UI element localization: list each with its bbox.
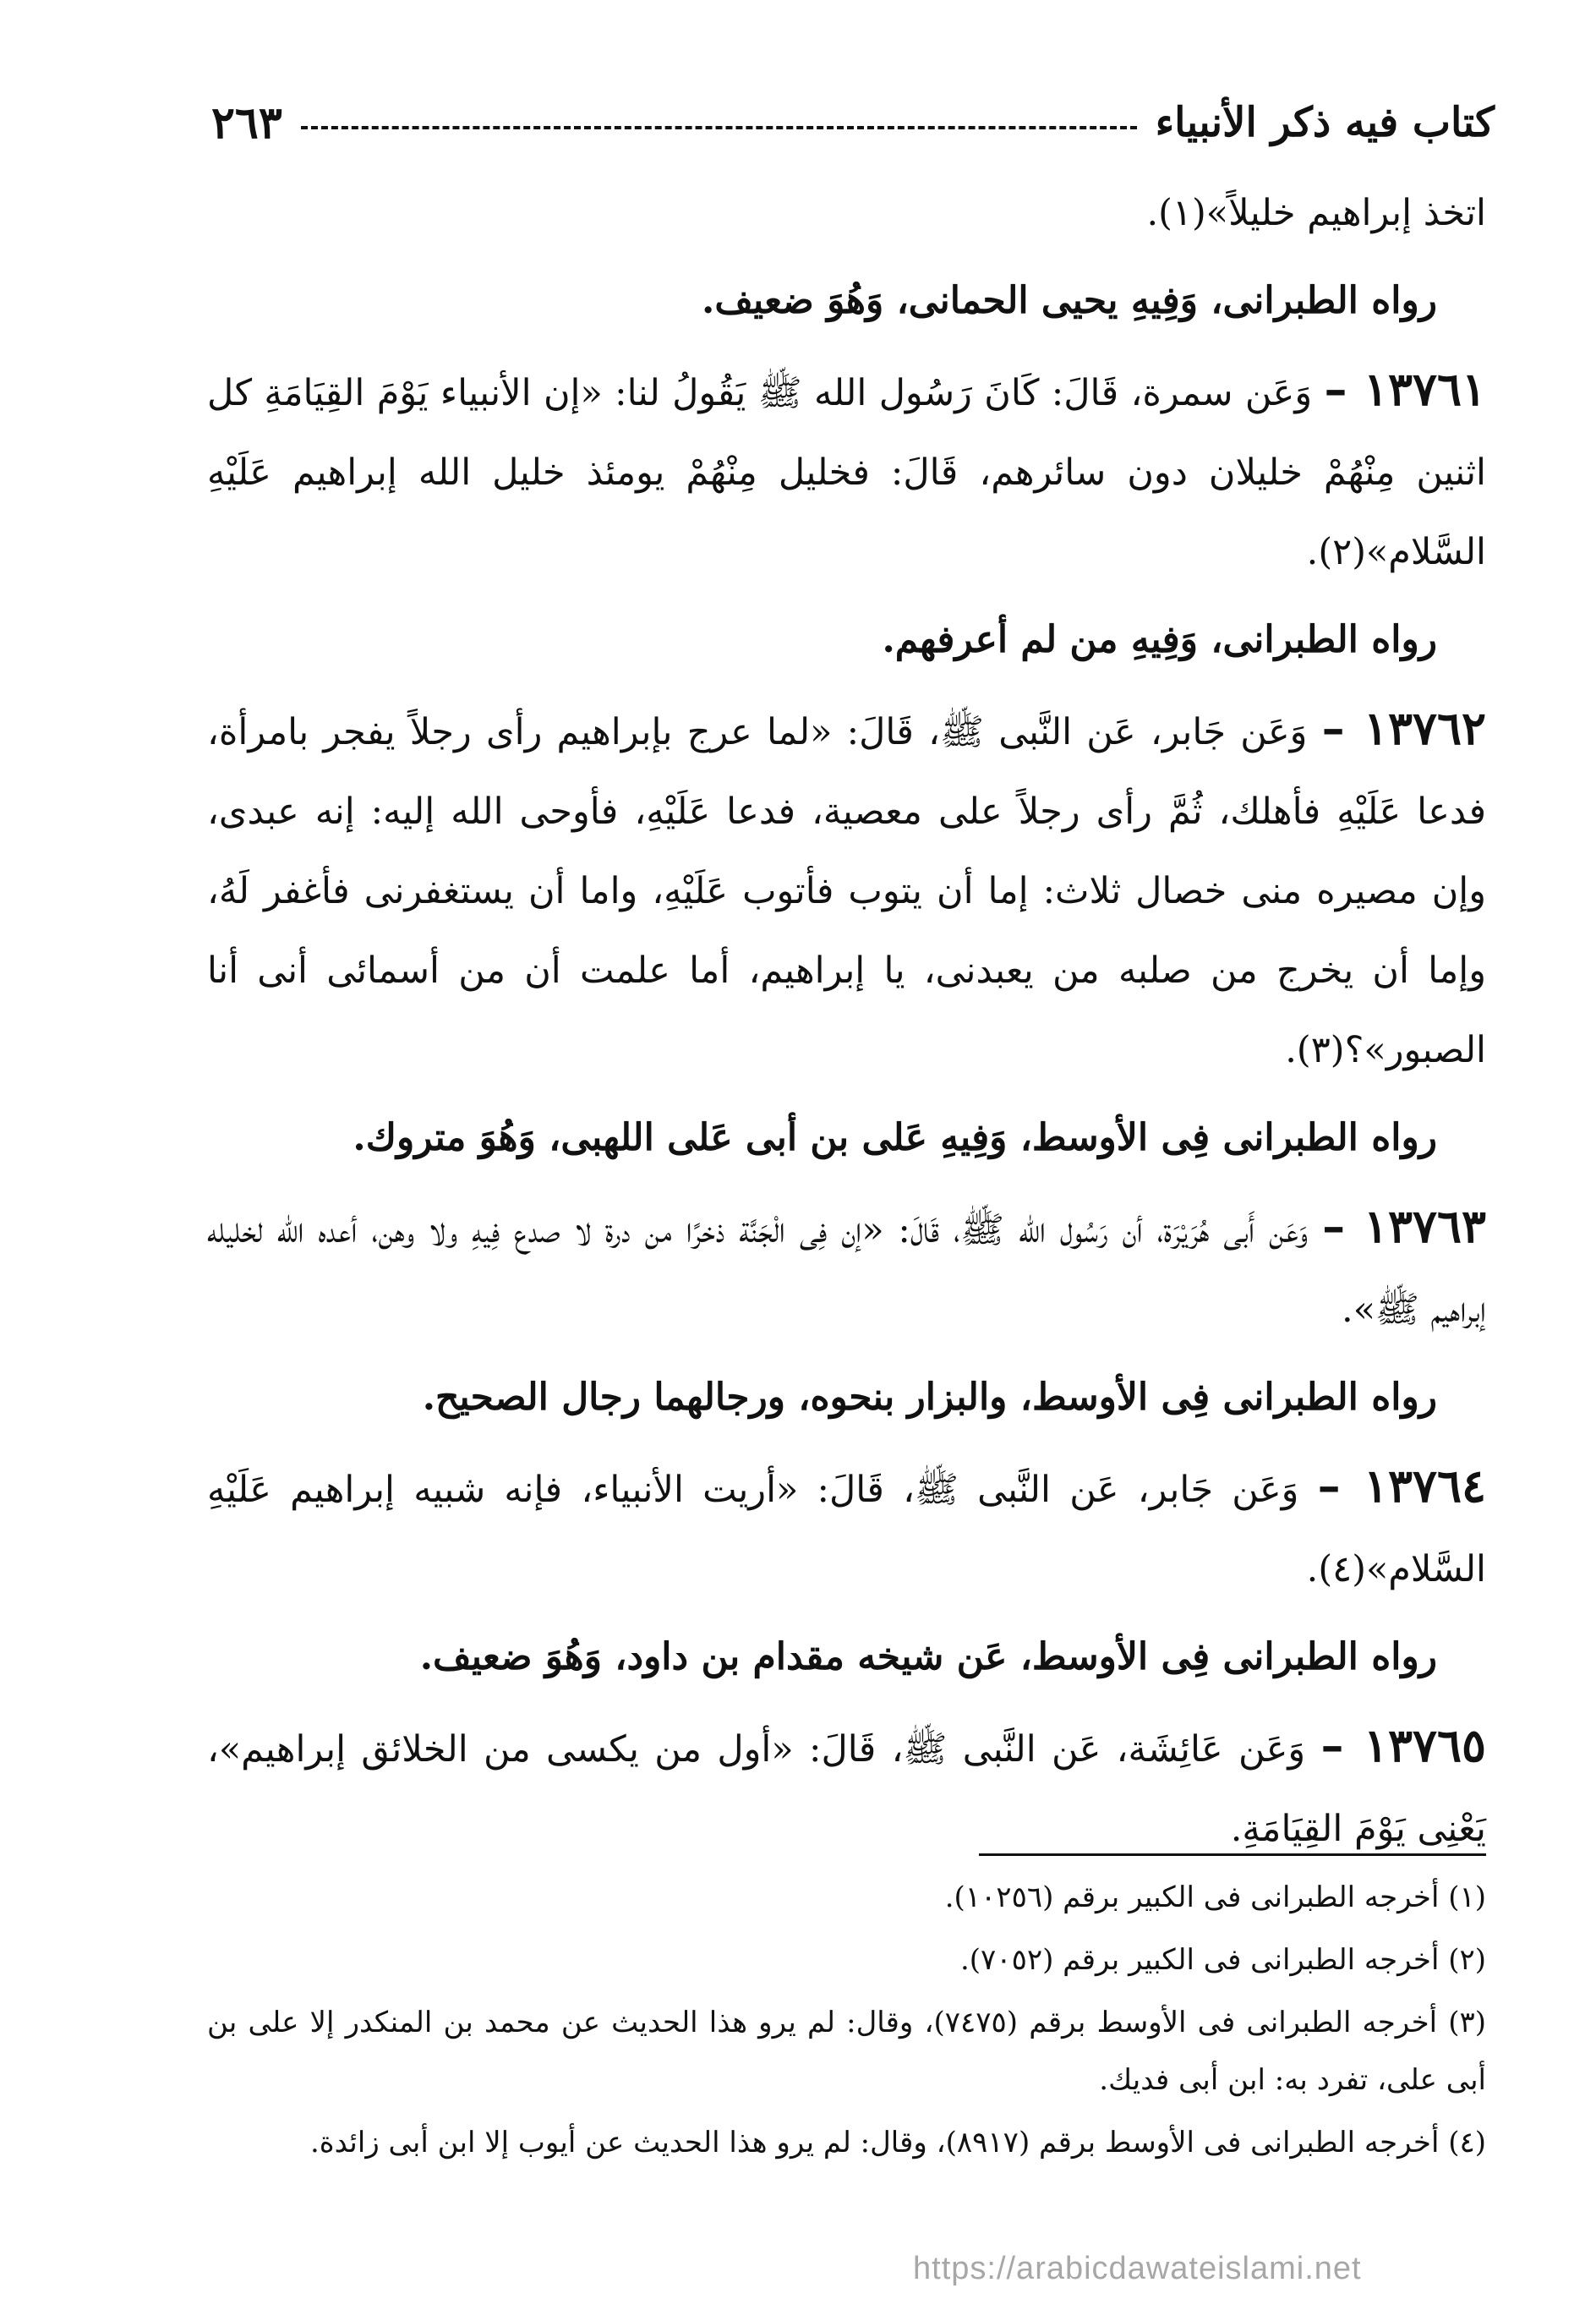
hadith-number: ١٣٧٦٣ – xyxy=(1322,1199,1486,1253)
narration-note: رواه الطبرانى فِى الأوسط، والبزار بنحوه، ورجالهما رجال الصحيح. xyxy=(422,1376,1437,1419)
footnote-3: (٣) أخرجه الطبرانى فى الأوسط برقم (٧٤٧٥)، وقال: لم يرو هذا الحديث عن محمد بن المنكدر إلا على بن أبى على، تفرد به: ابن أبى فديك. xyxy=(207,2006,1486,2097)
hadith-text: وَعَن أَبى هُرَيْرَة، أن رَسُول الله ﷺ، قَالَ: «إن فِى الْجَنَّة ذخرًا من درة لا صدع فِيهِ ولا وهن، أعده الله لخليله إبراهيم ﷺ». xyxy=(207,1209,1486,1331)
hadith-number: ١٣٧٦١ – xyxy=(1324,362,1486,416)
hadith-number: ١٣٧٦٢ – xyxy=(1321,701,1486,755)
footnotes xyxy=(207,1869,1486,2176)
narration-note: رواه الطبرانى، وَفِيهِ من لم أعرفهم. xyxy=(882,618,1437,661)
hadith-13764 xyxy=(207,1446,1486,1609)
hadith-number: ١٣٧٦٥ – xyxy=(1320,1718,1486,1772)
narration-note: رواه الطبرانى فِى الأوسط، وَفِيهِ عَلى بن أبى عَلى اللهبى، وَهُوَ متروك. xyxy=(353,1116,1437,1159)
hadith-text: وَعَن جَابر، عَن النَّبى ﷺ، قَالَ: «لما عرج بإبراهيم رأى رجلاً يفجر بامرأة، فدعا عَلَيْهِ فأهلك، ثُمَّ رأى رجلاً على معصية، فدعا عَلَيْهِ، فأوحى الله إليه: إنه عبدى، وإن مصيره منى خصال ثلاث: إما أن يتوب فأتوب عَلَيْهِ، واما أن يستغفرنى فأغفر لَهُ، وإما أن يخرج من صلبه من يعبدنى، يا إبراهيم، أما علمت أن من أسمائى أنى أنا الصبور»؟(٣). xyxy=(207,711,1486,1071)
hadith-13765 xyxy=(207,1705,1486,1869)
page-number: ٢٦٣ xyxy=(211,96,282,149)
hadith-13763 xyxy=(207,1186,1486,1349)
running-header xyxy=(211,89,1495,156)
narration-note: رواه الطبرانى، وَفِيهِ يحيى الحمانى، وَهُوَ ضعيف. xyxy=(702,279,1437,322)
main-text xyxy=(207,173,1486,1877)
header-dashed-rule xyxy=(301,126,1137,129)
footnote-1: (١) أخرجه الطبرانى فى الكبير برقم (١٠٢٥٦). xyxy=(944,1880,1486,1914)
narration-note: رواه الطبرانى فِى الأوسط، عَن شيخه مقدام بن داود، وَهُوَ ضعيف. xyxy=(419,1635,1437,1678)
watermark-url: https://arabicdawateislami.net xyxy=(913,2251,1362,2286)
hadith-number: ١٣٧٦٤ – xyxy=(1317,1459,1486,1513)
footnote-4: (٤) أخرجه الطبرانى فى الأوسط برقم (٨٩١٧)، وقال: لم يرو هذا الحديث عن أيوب إلا ابن أبى زائدة. xyxy=(309,2126,1486,2159)
footnote-divider xyxy=(979,1853,1486,1856)
hadith-text: وَعَن عَائِشَة، عَن النَّبى ﷺ، قَالَ: «أول من يكسى من الخلائق إبراهيم»، يَعْنِى يَوْمَ القِيَامَةِ. xyxy=(207,1728,1486,1850)
hadith-13761 xyxy=(207,349,1486,592)
hadith-text: وَعَن جَابر، عَن النَّبى ﷺ، قَالَ: «أريت الأنبياء، فإنه شبيه إبراهيم عَلَيْهِ السَّلام»(٤). xyxy=(207,1469,1486,1590)
paragraph-continuation: اتخذ إبراهيم خليلاً»(١). xyxy=(1146,192,1486,234)
chapter-title: كتاب فيه ذكر الأنبياء xyxy=(1155,99,1495,146)
hadith-13762 xyxy=(207,688,1486,1090)
hadith-text: وَعَن سمرة، قَالَ: كَانَ رَسُول الله ﷺ يَقُولُ لنا: «إن الأنبياء يَوْمَ القِيَامَةِ كل اثنين مِنْهُمْ خليلان دون سائرهم، قَالَ: فخليل مِنْهُمْ يومئذ خليل الله إبراهيم عَلَيْهِ السَّلام»(٢). xyxy=(207,372,1486,573)
footnote-2: (٢) أخرجه الطبرانى فى الكبير برقم (٧٠٥٢). xyxy=(959,1943,1486,1977)
